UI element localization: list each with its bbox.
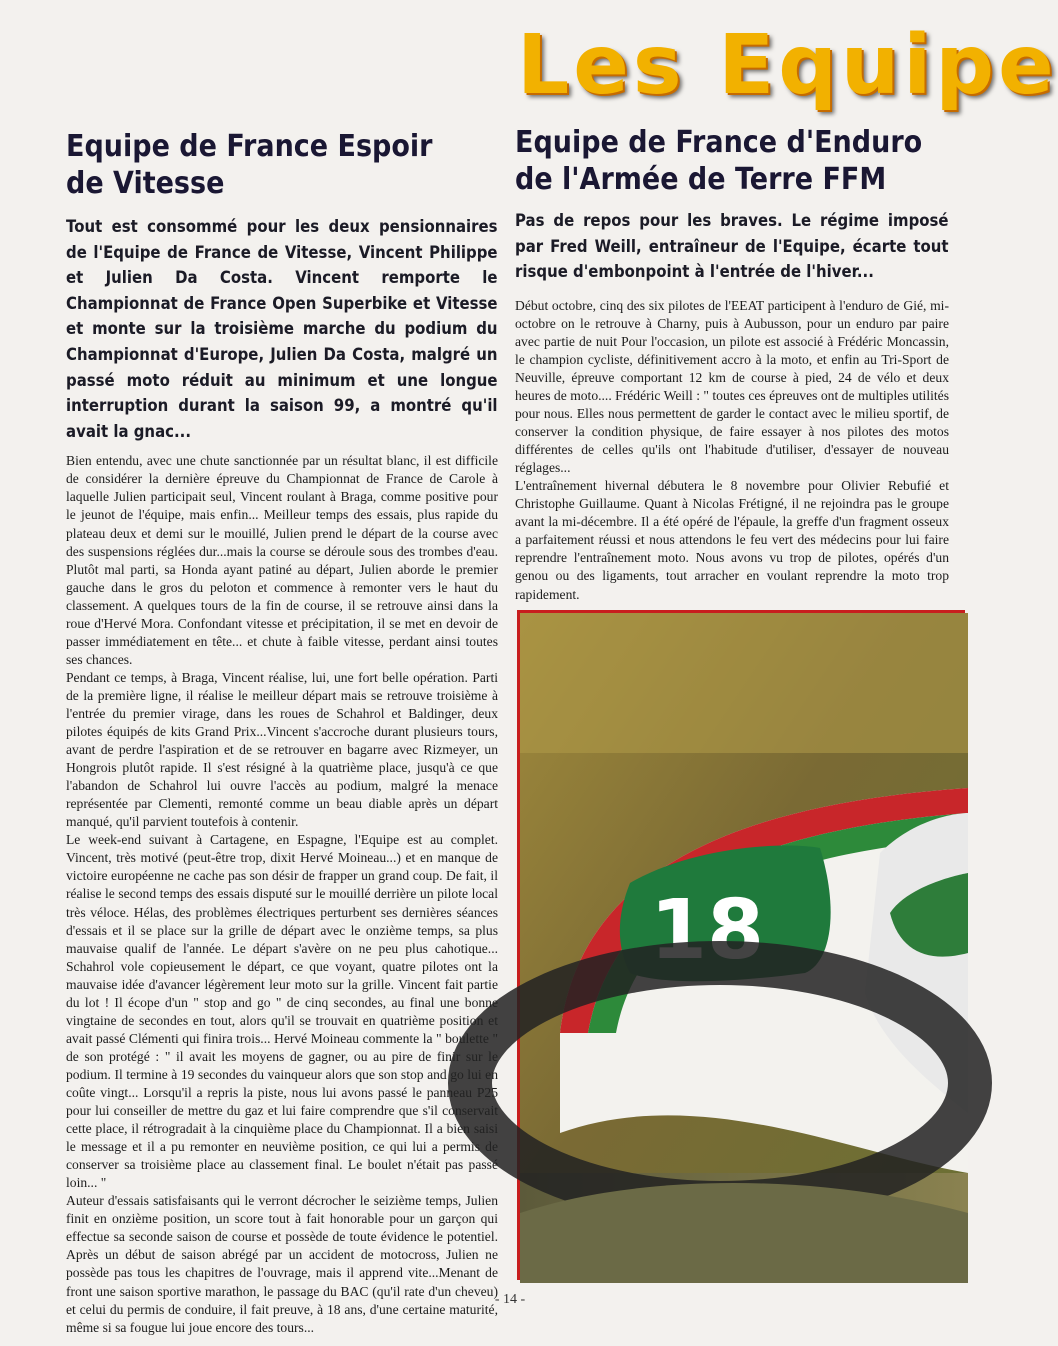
title-line-2: de l'Armée de Terre FFM (515, 162, 887, 197)
article-title (66, 128, 498, 202)
section-banner (515, 18, 1058, 113)
article-enduro-armee (515, 124, 949, 604)
page-number: - 14 - (494, 1292, 526, 1307)
body-paragraph: Bien entendu, avec une chute sanctionnée par un résultat blanc, il est difficile de considérer la dernière épreuve du Championnat de France de Carole à laquelle Julien participait seul, Vincent roulant à Braga, comme positive pour le jeunot de l'équipe, mais enfin... Meilleur temps des essais, plus rapide du plateau deux et demi sur le mouillé, Julien prend le départ de la course avec des suspensions réglées dur...mais la course se déroule sous des trombes d'eau. Plutôt mal parti, sa Honda ayant patiné au départ, Julien aborde le premier gauche dans le gros du peloton et commence à remonter vers le haut du classement. A quelques tours de la fin de course, il se retrouve ainsi dans la roue d'Hervé Mora. Confondant vitesse et précipitation, il se met en devoir de passer immédiatement en tête... et chute à faible vitesse, perdant ainsi toutes ses chances. (66, 453, 498, 667)
title-line-1: Equipe de France Espoir (66, 129, 433, 164)
article-espoir-vitesse (66, 128, 498, 1337)
body-paragraph: L'entraînement hivernal débutera le 8 novembre pour Olivier Rebufié et Christophe Guillaume. Quant à Nicolas Frétigné, il ne rejoindra pas le groupe avant la mi-décembre. Il a été opéré de l'épaule, la greffe d'un fragment osseux a parfaitement réussi et nous attendons le feu vert des médecins pour lui faire reprendre l'entraînement moto. Nous avons vu trop de pilotes, opérés d'un genou ou des ligaments, tout arracher en voulant reprendre la moto trop rapidement. (515, 478, 949, 602)
article-body (515, 297, 949, 604)
article-title (515, 124, 949, 198)
banner-title: Les Equipe (517, 18, 1058, 113)
title-line-1: Equipe de France d'Enduro (515, 125, 923, 160)
article-lead: Tout est consommé pour les deux pensionnaires de l'Equipe de France de Vitesse, Vincent Philippe et Julien Da Costa. Vincent remporte le Championnat de France Open Superbike et Vitesse et monte sur la troisième marche du podium du Championnat d'Europe, Julien Da Costa, malgré un passé moto réduit au minimum et une longue interruption durant la saison 99, a montré qu'il avait la gnac... (66, 217, 498, 441)
race-number: 18 (650, 883, 765, 978)
article-lead: Pas de repos pour les braves. Le régime imposé par Fred Weill, entraîneur de l'Equipe, écarte tout risque d'embonpoint à l'entrée de l'hiver... (515, 211, 949, 282)
body-paragraph: Auteur d'essais satisfaisants qui le verront décrocher le seizième temps, Julien finit en onzième position, un score tout à fait honorable pour un garçon qui effectue sa seconde saison de course et possède de toute évidence le potentiel. Après un début de saison abrégé par un accident de motocross, Julien ne possède pas tous les chapitres de l'ouvrage, mais il apprend vite...Menant de front une saison sportive marathon, le passage du BAC (qu'il rate d'un cheveu) et celui du permis de conduire, il fait preuve, à 18 ans, d'une certaine maturité, même si sa fougue lui joue encore des tours... (66, 1193, 498, 1335)
body-paragraph: Début octobre, cinq des six pilotes de l'EEAT participent à l'enduro de Gié, mi-octobre on le retrouve à Charny, puis à Aubusson, pour un enduro par paire avec partie de nuit Pour l'occasion, un pilote est associé à Frédéric Moncassin, le champion cycliste, définitivement accro à la moto, et enfin au Tri-Sport de Neuville, épreuve comportant 12 km de course à pied, 24 de vélo et deux heures de moto.... Frédéric Weill : " toutes ces épreuves ont de multiples utilités pour nous. Elles nous permettent de garder le contact avec le milieu sportif, de conserver la condition physique, de faire essayer à nos pilotes des motos différentes de celles qu'ils ont l'habitude d'utiliser, d'essayer de nouveau réglages... (515, 297, 949, 476)
motorcycle-race-photo (517, 610, 965, 1280)
photo-illustration (520, 613, 968, 1283)
body-paragraph: Pendant ce temps, à Braga, Vincent réalise, lui, une fort belle opération. Parti de la première ligne, il réalise le meilleur départ mais se retrouve troisième à l'entrée du premier virage, dans les roues de Schahrol et Baldinger, deux pilotes équipés de kits Grand Prix...Vincent s'accroche durant plusieurs tours, avant de perdre l'aspiration et de se retrouver en bagarre avec Rizmeyer, un Hongrois plutôt rapide. Il s'est résigné à la quatrième place, jusqu'à ce que l'abandon de Schahrol lui ouvre l'accès au podium, malgré la menace représentée par Clementi, remonté comme un beau diable après un départ manqué, qu'il parvient toutefois à contenir. (66, 669, 498, 830)
body-paragraph: Le week-end suivant à Cartagene, en Espagne, l'Equipe est au complet. Vincent, très motivé (peut-être trop, dixit Hervé Moineau...) et en manque de victoire européenne ne cache pas son désir de frapper un grand coup. De fait, il réalise le second temps des essais disputé sur le mouillé derrière un pilote local très véloce. Hélas, des problèmes électriques perturbent ses dernières séances d'essais et il se place sur la grille de départ avec le onzième temps, sa plus mauvaise qualif de l'année. Le départ s'avère on ne peu plus cahotique... Schahrol vole copieusement le départ, ce que voyant, quatre pilotes ont la mauvaise idée d'avancer légèrement leur moto sur la grille. Vincent fait partie du lot ! Il écope d'un " stop and go " de cinq secondes, au final une bonne vingtaine de secondes en tout, alors qu'il se trouvait en quatrième position et avait passé Clémenti qui finira trois... Hervé Moineau commente la " boulette " de son protégé : " il avait les moyens de gagner, ou au pire de finir sur le podium. Il termine à 19 secondes du vainqueur alors que son stop and go lui en coûte vingt... Lorsqu'il a repris la piste, nous lui avons passé le panneau P25 pour lui conseiller de mettre du gaz et lui faire comprendre que s'il conservait cette place, il rétrogradait à la cinquième place du Championnat. Il a bien saisi le message et il a pu remonter en neuvième position, ce qui lui a permis de conserver sa troisième place au classement final. Le boulet n'était pas passé loin... " (66, 832, 498, 1191)
article-body (66, 452, 498, 1336)
title-line-2: de Vitesse (66, 166, 225, 201)
